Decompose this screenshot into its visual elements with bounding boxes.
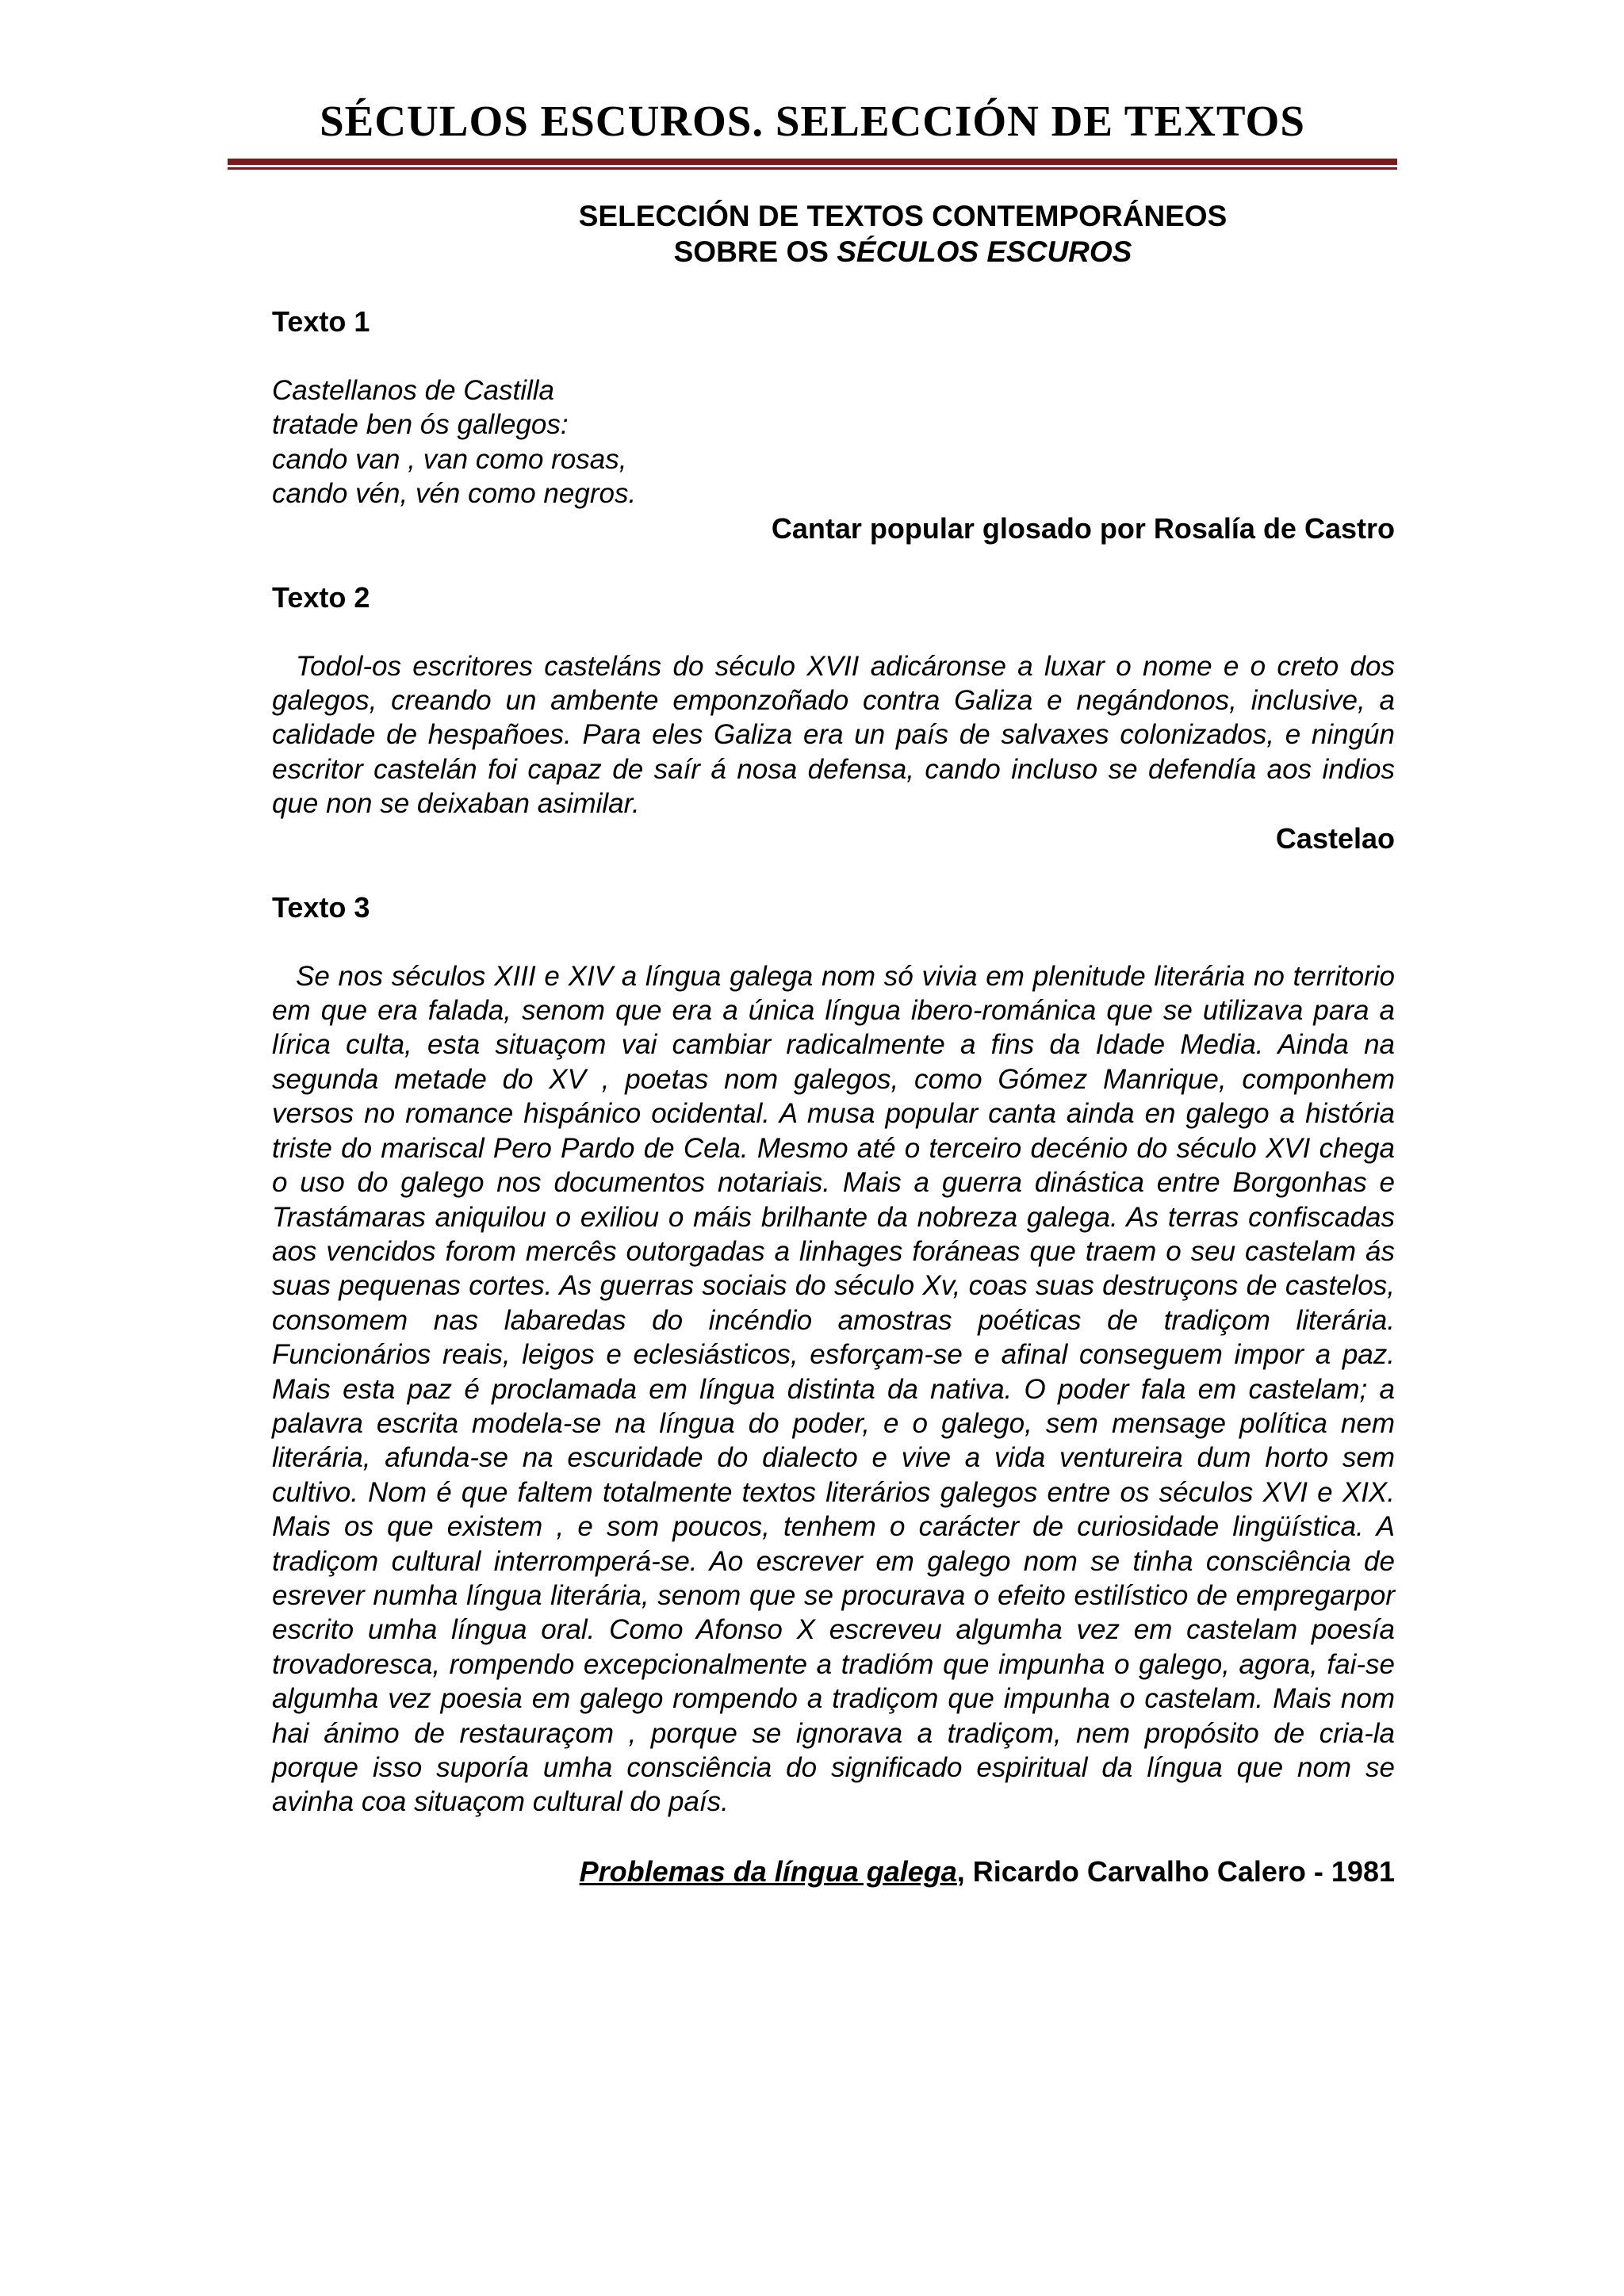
poem-line: cando van , van como rosas,	[272, 443, 627, 475]
document-body	[272, 198, 1395, 1888]
poem-line: Castellanos de Castilla	[272, 375, 555, 406]
document-title-italic: SÉCULOS ESCUROS	[837, 235, 1132, 268]
document-title-line1: SELECCIÓN DE TEXTOS CONTEMPORÁNEOS	[578, 200, 1228, 232]
texto3-attribution	[272, 1854, 1395, 1888]
texto3-paragraph: Se nos séculos XIII e XIV a língua galega nom só vivia em plenitude literária no territorio em que era falada, senom que era a única língua ibero-románica que se utilizava para a lírica culta, esta situaçom vai cambiar radicalmente a fins da Idade Media. Ainda na segunda metade do XV , poetas nom galegos, como Gómez Manrique, componhem versos no romance hispánico ocidental. A musa popular canta ainda en galego a história triste do mariscal Pero Pardo de Cela. Mesmo até o terceiro decénio do século XVI chega o uso do galego nos documentos notariais. Mais a guerra dinástica entre Borgonhas e Trastámaras aniquilou o exiliou o máis brilhante da nobreza galega. As terras confiscadas aos vencidos forom mercês outorgadas a linhages foráneas que traem o seu castelam ás suas pequenas cortes. As guerras sociais do século Xv, coas suas destruçons de castelos, consomem nas labaredas do incéndio amostras poéticas de tradiçom literária. Funcionários reais, leigos e eclesiásticos, esforçam-se e afinal conseguem impor a paz. Mais esta paz é proclamada em língua distinta da nativa. O poder fala em castelam; a palavra escrita modela-se na língua do poder, e o galego, sem mensage política nem literária, afunda-se na escuridade do dialecto e vive a vida ventureira dum horto sem cultivo. Nom é que faltem totalmente textos literários galegos entre os séculos XVI e XIX. Mais os que existem , e som poucos, tenhem o carácter de curiosidade lingüística. A tradiçom cultural interromperá-se. Ao escrever em galego nom se tinha consciência de esrever numha língua literária, senom que se procurava o efeito estilístico de empregarpor escrito umha língua oral. Como Afonso X escreveu algumha vez em castelam poesía trovadoresca, rompendo excepcionalmente a tradióm que impunha o galego, agora, fai-se algumha vez poesia em galego rompendo a tradiçom que impunha o castelam. Mais nom hai ánimo de restauraçom , porque se ignorava a tradiçom, nem propósito de cria-la porque isso suporía umha consciência do significado espiritual da língua que nom se avinha coa situaçom cultural do país.	[272, 960, 1395, 1818]
poem-line: tratade ben ós gallegos:	[272, 409, 569, 441]
document-title	[411, 198, 1395, 270]
texto3-author: , Ricardo Carvalho Calero - 1981	[956, 1854, 1395, 1888]
texto1-poem	[272, 373, 1395, 511]
texto1-attribution: Cantar popular glosado por Rosalía de Castro	[771, 511, 1395, 545]
poem-line: cando vén, vén como negros.	[272, 478, 637, 510]
document-title-prefix: SOBRE OS	[673, 235, 837, 268]
header-rule-thick	[228, 159, 1397, 165]
texto2-label: Texto 2	[272, 580, 370, 614]
texto2-attribution: Castelao	[1275, 821, 1395, 855]
page-header	[228, 95, 1397, 170]
header-title: SÉCULOS ESCUROS. SELECCIÓN DE TEXTOS	[320, 97, 1305, 145]
header-rule-thin	[228, 167, 1397, 170]
texto3-label: Texto 3	[272, 890, 370, 924]
texto3-work-title: Problemas da língua galega	[579, 1854, 957, 1888]
texto1-label: Texto 1	[272, 305, 370, 338]
texto2-paragraph: Todol-os escritores casteláns do século XVII adicáronse a luxar o nome e o creto dos galegos, creando un ambente emponzoñado contra Galiza e negándonos, inclusive, a calidade de hespañoes. Para eles Galiza era un país de salvaxes colonizados, e ningún escritor castelán foi capaz de saír á nosa defensa, cando incluso se defendía aos indios que non se deixaban asimilar.	[272, 650, 1395, 820]
document-title-line2	[411, 234, 1395, 270]
